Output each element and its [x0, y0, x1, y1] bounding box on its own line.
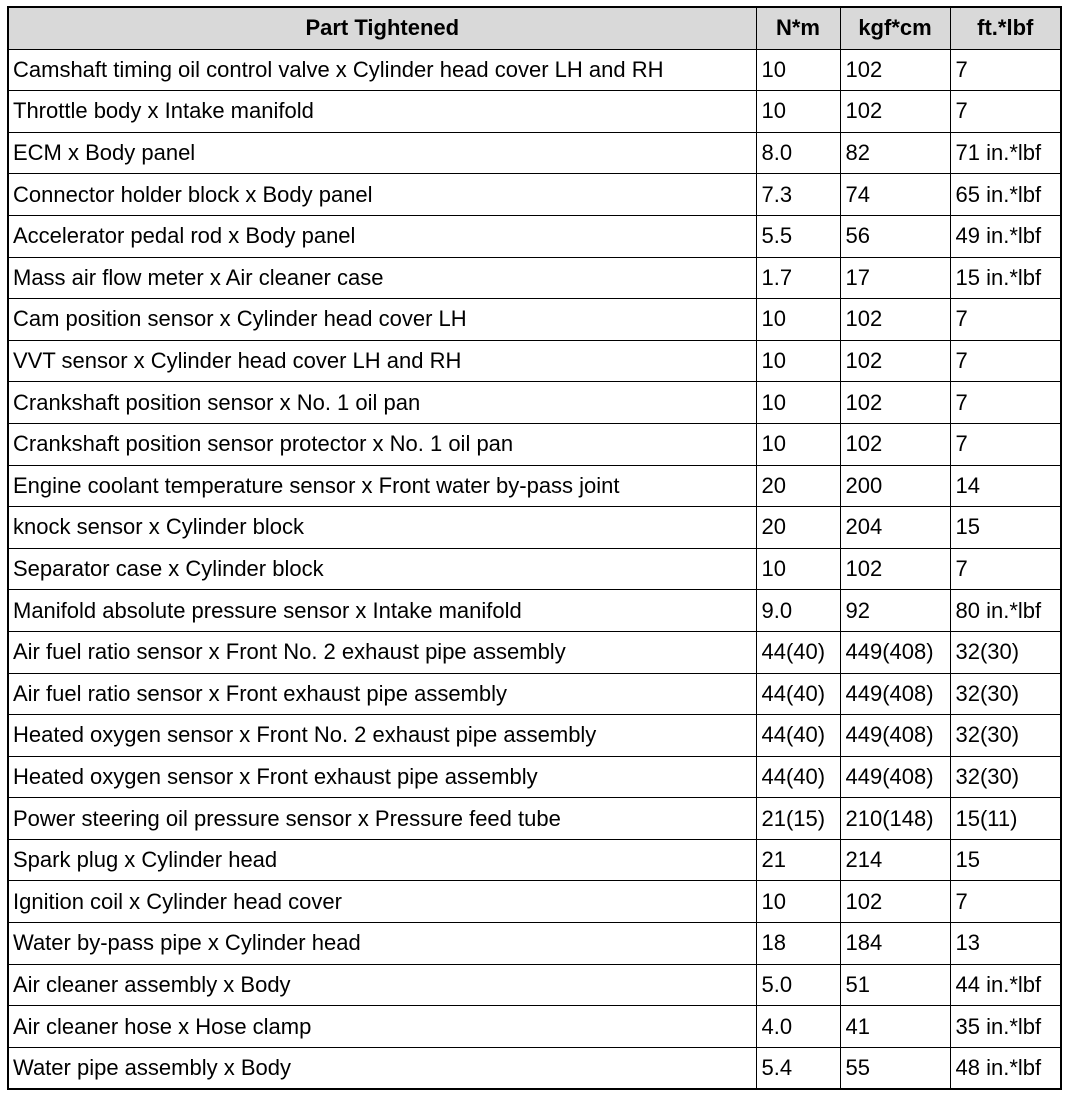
newton-meters-cell: 5.0 [756, 964, 840, 1006]
part-tightened-cell: Accelerator pedal rod x Body panel [8, 215, 756, 257]
ft-lbf-cell: 44 in.*lbf [950, 964, 1061, 1006]
ft-lbf-cell: 80 in.*lbf [950, 590, 1061, 632]
part-tightened-cell: Ignition coil x Cylinder head cover [8, 881, 756, 923]
newton-meters-cell: 21 [756, 839, 840, 881]
part-tightened-cell: Air fuel ratio sensor x Front No. 2 exhaust pipe assembly [8, 631, 756, 673]
part-tightened-cell: Crankshaft position sensor x No. 1 oil pan [8, 382, 756, 424]
kgf-cm-cell: 41 [840, 1006, 950, 1048]
newton-meters-cell: 44(40) [756, 715, 840, 757]
kgf-cm-cell: 449(408) [840, 756, 950, 798]
ft-lbf-cell: 71 in.*lbf [950, 132, 1061, 174]
table-row [8, 423, 1061, 465]
newton-meters-cell: 10 [756, 49, 840, 91]
newton-meters-cell: 20 [756, 465, 840, 507]
ft-lbf-cell: 32(30) [950, 756, 1061, 798]
part-tightened-cell: Air cleaner hose x Hose clamp [8, 1006, 756, 1048]
ft-lbf-cell: 35 in.*lbf [950, 1006, 1061, 1048]
ft-lbf-cell: 15(11) [950, 798, 1061, 840]
kgf-cm-cell: 102 [840, 91, 950, 133]
newton-meters-cell: 4.0 [756, 1006, 840, 1048]
kgf-cm-cell: 56 [840, 215, 950, 257]
kgf-cm-cell: 184 [840, 923, 950, 965]
table-row [8, 673, 1061, 715]
table-row [8, 923, 1061, 965]
kgf-cm-cell: 204 [840, 507, 950, 549]
table-row [8, 215, 1061, 257]
ft-lbf-cell: 32(30) [950, 673, 1061, 715]
kgf-cm-cell: 82 [840, 132, 950, 174]
header-ft-lbf: ft.*lbf [950, 7, 1061, 49]
part-tightened-cell: Connector holder block x Body panel [8, 174, 756, 216]
kgf-cm-cell: 214 [840, 839, 950, 881]
newton-meters-cell: 10 [756, 881, 840, 923]
newton-meters-cell: 7.3 [756, 174, 840, 216]
kgf-cm-cell: 55 [840, 1047, 950, 1089]
newton-meters-cell: 10 [756, 340, 840, 382]
part-tightened-cell: Cam position sensor x Cylinder head cover LH [8, 299, 756, 341]
kgf-cm-cell: 51 [840, 964, 950, 1006]
table-row [8, 49, 1061, 91]
header-part-tightened: Part Tightened [8, 7, 756, 49]
newton-meters-cell: 20 [756, 507, 840, 549]
table-row [8, 340, 1061, 382]
ft-lbf-cell: 13 [950, 923, 1061, 965]
table-row [8, 881, 1061, 923]
part-tightened-cell: Heated oxygen sensor x Front No. 2 exhaust pipe assembly [8, 715, 756, 757]
newton-meters-cell: 5.5 [756, 215, 840, 257]
table-row [8, 174, 1061, 216]
ft-lbf-cell: 65 in.*lbf [950, 174, 1061, 216]
table-header-row [8, 7, 1061, 49]
part-tightened-cell: ECM x Body panel [8, 132, 756, 174]
part-tightened-cell: VVT sensor x Cylinder head cover LH and RH [8, 340, 756, 382]
part-tightened-cell: Throttle body x Intake manifold [8, 91, 756, 133]
newton-meters-cell: 18 [756, 923, 840, 965]
table-row [8, 1047, 1061, 1089]
torque-specification-table [7, 6, 1062, 1090]
kgf-cm-cell: 102 [840, 423, 950, 465]
part-tightened-cell: Spark plug x Cylinder head [8, 839, 756, 881]
kgf-cm-cell: 449(408) [840, 673, 950, 715]
part-tightened-cell: Air fuel ratio sensor x Front exhaust pipe assembly [8, 673, 756, 715]
part-tightened-cell: Water pipe assembly x Body [8, 1047, 756, 1089]
ft-lbf-cell: 7 [950, 382, 1061, 424]
ft-lbf-cell: 32(30) [950, 715, 1061, 757]
kgf-cm-cell: 449(408) [840, 715, 950, 757]
kgf-cm-cell: 74 [840, 174, 950, 216]
kgf-cm-cell: 102 [840, 340, 950, 382]
table-row [8, 798, 1061, 840]
part-tightened-cell: Water by-pass pipe x Cylinder head [8, 923, 756, 965]
table-row [8, 91, 1061, 133]
table-row [8, 1006, 1061, 1048]
newton-meters-cell: 10 [756, 91, 840, 133]
kgf-cm-cell: 210(148) [840, 798, 950, 840]
part-tightened-cell: Heated oxygen sensor x Front exhaust pipe assembly [8, 756, 756, 798]
table-row [8, 299, 1061, 341]
newton-meters-cell: 21(15) [756, 798, 840, 840]
kgf-cm-cell: 102 [840, 382, 950, 424]
part-tightened-cell: Mass air flow meter x Air cleaner case [8, 257, 756, 299]
ft-lbf-cell: 7 [950, 340, 1061, 382]
kgf-cm-cell: 102 [840, 49, 950, 91]
ft-lbf-cell: 7 [950, 423, 1061, 465]
table-row [8, 715, 1061, 757]
table-row [8, 964, 1061, 1006]
newton-meters-cell: 10 [756, 548, 840, 590]
ft-lbf-cell: 7 [950, 49, 1061, 91]
newton-meters-cell: 10 [756, 382, 840, 424]
table-row [8, 465, 1061, 507]
ft-lbf-cell: 15 [950, 839, 1061, 881]
table-row [8, 382, 1061, 424]
table-row [8, 548, 1061, 590]
kgf-cm-cell: 200 [840, 465, 950, 507]
table-body [8, 49, 1061, 1089]
newton-meters-cell: 8.0 [756, 132, 840, 174]
header-newton-meters: N*m [756, 7, 840, 49]
part-tightened-cell: knock sensor x Cylinder block [8, 507, 756, 549]
kgf-cm-cell: 449(408) [840, 631, 950, 673]
part-tightened-cell: Air cleaner assembly x Body [8, 964, 756, 1006]
part-tightened-cell: Separator case x Cylinder block [8, 548, 756, 590]
newton-meters-cell: 44(40) [756, 673, 840, 715]
ft-lbf-cell: 14 [950, 465, 1061, 507]
ft-lbf-cell: 7 [950, 881, 1061, 923]
newton-meters-cell: 9.0 [756, 590, 840, 632]
ft-lbf-cell: 48 in.*lbf [950, 1047, 1061, 1089]
table-row [8, 507, 1061, 549]
newton-meters-cell: 44(40) [756, 631, 840, 673]
table-row [8, 839, 1061, 881]
newton-meters-cell: 10 [756, 423, 840, 465]
ft-lbf-cell: 32(30) [950, 631, 1061, 673]
kgf-cm-cell: 102 [840, 881, 950, 923]
kgf-cm-cell: 92 [840, 590, 950, 632]
newton-meters-cell: 5.4 [756, 1047, 840, 1089]
newton-meters-cell: 44(40) [756, 756, 840, 798]
part-tightened-cell: Crankshaft position sensor protector x No. 1 oil pan [8, 423, 756, 465]
newton-meters-cell: 10 [756, 299, 840, 341]
table-row [8, 631, 1061, 673]
ft-lbf-cell: 15 in.*lbf [950, 257, 1061, 299]
table-row [8, 590, 1061, 632]
table-row [8, 132, 1061, 174]
newton-meters-cell: 1.7 [756, 257, 840, 299]
ft-lbf-cell: 15 [950, 507, 1061, 549]
part-tightened-cell: Manifold absolute pressure sensor x Intake manifold [8, 590, 756, 632]
table-row [8, 756, 1061, 798]
ft-lbf-cell: 7 [950, 548, 1061, 590]
ft-lbf-cell: 7 [950, 299, 1061, 341]
header-kgf-cm: kgf*cm [840, 7, 950, 49]
part-tightened-cell: Power steering oil pressure sensor x Pressure feed tube [8, 798, 756, 840]
ft-lbf-cell: 7 [950, 91, 1061, 133]
kgf-cm-cell: 17 [840, 257, 950, 299]
kgf-cm-cell: 102 [840, 299, 950, 341]
table-row [8, 257, 1061, 299]
part-tightened-cell: Engine coolant temperature sensor x Front water by-pass joint [8, 465, 756, 507]
ft-lbf-cell: 49 in.*lbf [950, 215, 1061, 257]
kgf-cm-cell: 102 [840, 548, 950, 590]
part-tightened-cell: Camshaft timing oil control valve x Cylinder head cover LH and RH [8, 49, 756, 91]
